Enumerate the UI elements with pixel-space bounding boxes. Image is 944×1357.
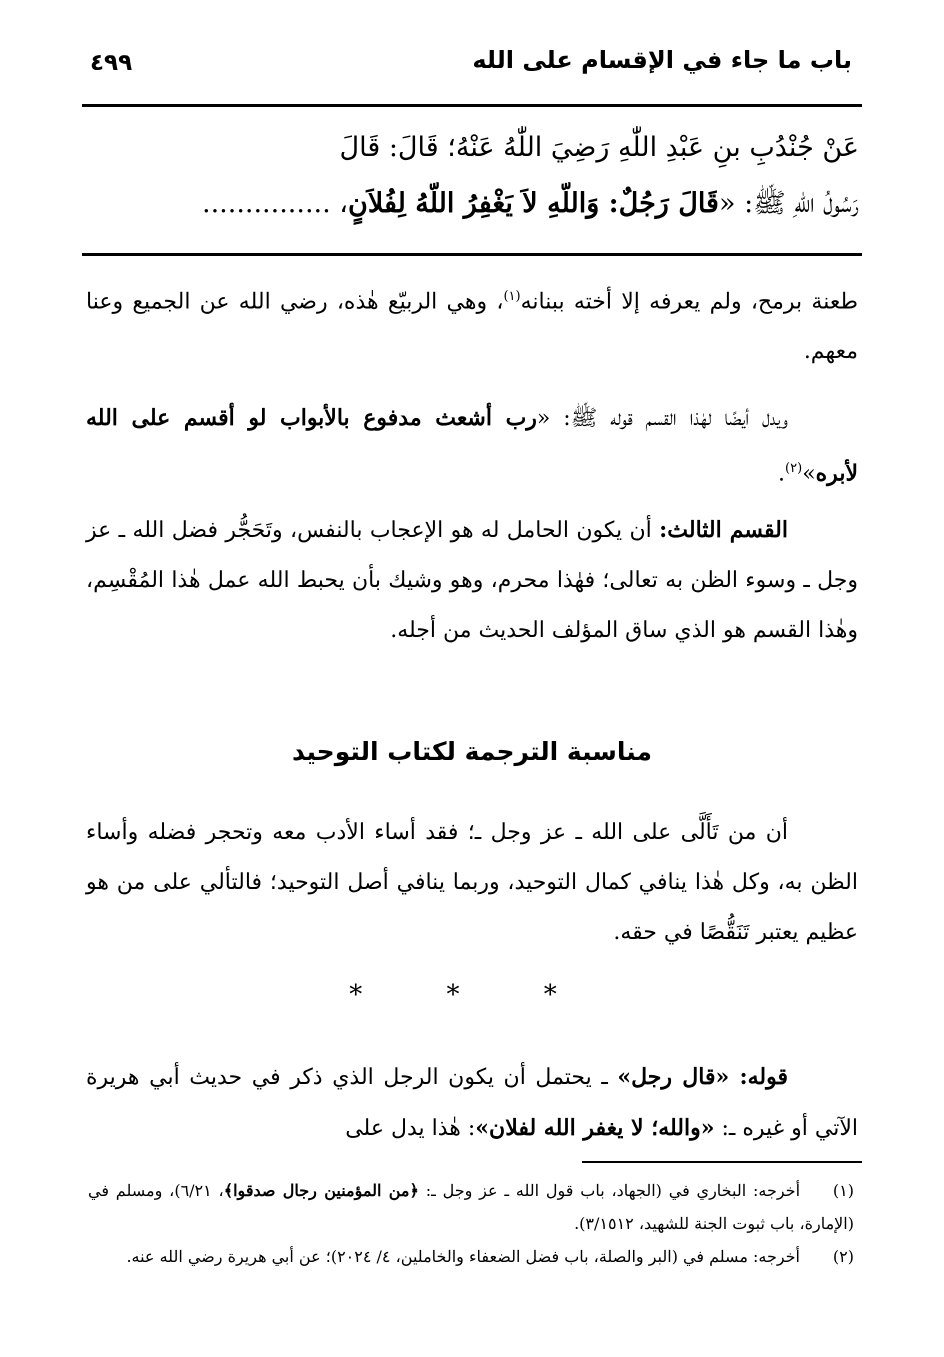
paragraph-e-bold-2: «والله؛ لا يغفر الله لفلان» [475, 1115, 715, 1141]
paragraph-e-plain-2: : هٰذا يدل على [345, 1116, 476, 1141]
footnote-1-text-bold: ﴿من المؤمنين رجال صدقوا﴾ [223, 1181, 419, 1200]
hadith-line-1: عَنْ جُنْدُبِ بنِ عَبْدِ اللّٰهِ رَضِيَ اللّٰهُ عَنْهُ؛ قَالَ: قَالَ [339, 132, 859, 163]
paragraph-b-bold: رب أشعث مدفوع بالأبواب لو أقسم على الله لأبره [86, 405, 858, 487]
footnote-1-text-a: أخرجه: البخاري في (الجهاد، باب قول الله ـ عز وجل ـ: [418, 1181, 801, 1200]
header-rule [82, 104, 862, 107]
paragraph-b-end: » [802, 461, 816, 487]
paragraph-c-lead: القسم الثالث: [659, 517, 788, 543]
running-header-title: باب ما جاء في الإقسام على الله [472, 46, 852, 74]
hadith-line-2-end: ، ............... [201, 188, 349, 219]
paragraph-a [86, 272, 858, 377]
paragraph-c [86, 505, 858, 656]
hadith-rule [82, 253, 862, 256]
hadith-line-2-bold: قَالَ رَجُلٌ: وَاللّهِ لاَ يَغْفِرُ اللّهُ لِفُلاَنٍ [348, 188, 719, 219]
paragraph-c-rest: أن يكون الحامل له هو الإعجاب بالنفس، وتَحَجُّر فضل الله ـ عز وجل ـ وسوء الظن به تعالى؛ فهٰذا محرم، وهو وشيك بأن يحبط الله عمل هٰذا المُقْسِم، وهٰذا القسم هو الذي ساق المؤلف الحديث من أجله. [86, 518, 858, 643]
paragraph-e-bold-1: قوله: «قال رجل» [617, 1064, 788, 1090]
page-number: ٤٩٩ [90, 50, 133, 76]
paragraph-e [86, 1052, 858, 1154]
footnote-2-number: (٢) [832, 1247, 854, 1266]
paragraph-a-rest: ، وهي الربيّع هٰذه، رضي الله عن الجميع وعنا معهم. [86, 289, 858, 365]
footnote-rule [582, 1161, 862, 1163]
footnote-1-text-b: ، ٦/٢١)، ومسلم في (الإمارة، باب ثبوت الجنة للشهيد، ٣/١٥١٢). [88, 1181, 854, 1233]
paragraph-b-dot: . [778, 461, 786, 487]
footnote-ref-2: (٢) [785, 461, 803, 476]
hadith-text [84, 120, 859, 232]
footnote-1-number: (١) [832, 1181, 855, 1200]
footnote-2 [88, 1240, 854, 1273]
paragraph-a-text: طعنة برمح، ولم يعرفه إلا أخته ببنانه [520, 289, 858, 315]
footnote-1 [88, 1174, 854, 1240]
footnote-ref-1: (١) [503, 289, 521, 304]
hadith-line-2-plain: رَسُولُ اللّهِ ﷺ: « [718, 188, 859, 219]
paragraph-d: أن من تَأَلَّى على الله ـ عز وجل ـ؛ فقد أساء الأدب معه وتحجر فضله وأساء الظن به، وكل هٰذا ينافي كمال التوحيد، وربما ينافي أصل التوحيد؛ فالتألي على من هو عظيم يعتبر تَنَقُّصًا في حقه. [86, 820, 858, 945]
section-separator: * * * [349, 980, 595, 1010]
footnote-2-text-a: أخرجه: مسلم في (البر والصلة، باب فضل الضعفاء والخاملين، ٤/ ٢٠٢٤)؛ عن أبي هريرة رضي الله عنه. [126, 1247, 800, 1266]
paragraph-b-plain: ويدل أيضًا لهٰذا القسم قوله ﷺ: « [536, 406, 788, 431]
hadith-line-2 [84, 176, 859, 232]
paragraph-e-plain-1: ـ يحتمل أن يكون الرجل الذي ذكر في حديث أبي هريرة الآتي أو غيره ـ: [86, 1065, 858, 1141]
section-heading: مناسبة الترجمة لكتاب التوحيد [292, 737, 652, 766]
paragraph-b [86, 393, 858, 499]
